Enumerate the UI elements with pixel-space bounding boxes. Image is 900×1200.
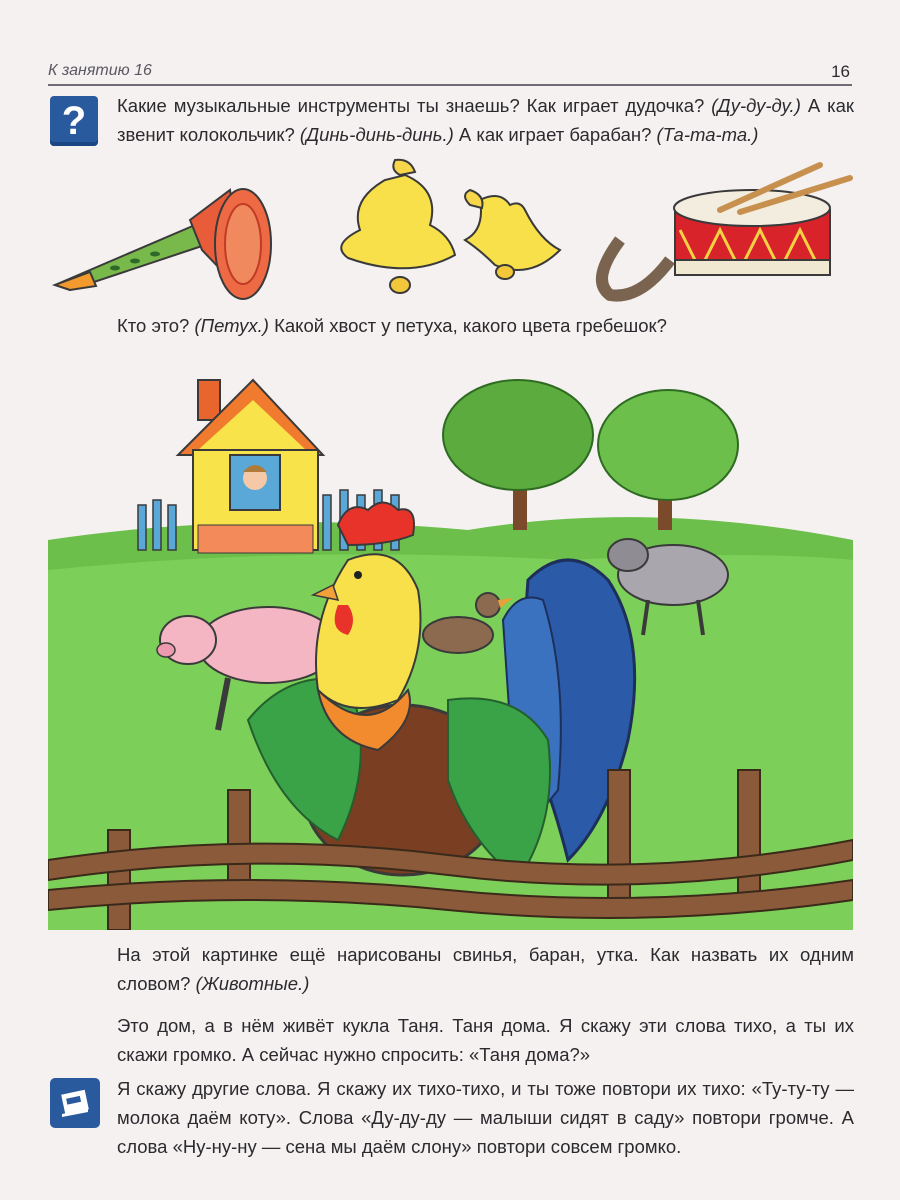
question-text: А как звенит колокольчик? [117,95,854,145]
rhyme-paragraph: Я скажу другие слова. Я скажу их тихо-тихо, и ты тоже повтори их тихо: «Ту-ту-ту — молока даём коту». Слова «Ду-ду-ду — малыши сидят в саду» повтори громче. А слова «Ну-ну-ну — сена мы даём слону» повтори совсем громко. [117,1078,854,1157]
answer-text: (Животные.) [195,973,310,994]
question-text: А как играет барабан? [453,124,657,145]
rooster-question [117,311,667,340]
instruments-illustration [30,150,870,310]
house-paragraph: Это дом, а в нём живёт кукла Таня. Таня дома. Я скажу эти слова тихо, а ты их скажи громко. А сейчас нужно спросить: «Таня дома?» [117,1015,854,1065]
answer-text: (Ду-ду-ду.) [711,95,801,116]
answer-text: (Петух.) [194,315,269,336]
question-text: Какой хвост у петуха, какого цвета гребешок? [268,315,667,336]
question-text: Кто это? [117,315,195,336]
animals-question [117,940,854,998]
answer-text: (Та-та-та.) [656,124,759,145]
bells-icon [341,160,560,293]
instruments-question [117,91,854,149]
book-icon [50,1078,100,1128]
drum-icon [602,165,850,296]
farm-scene-illustration [48,360,853,930]
answer-text: (Динь-динь-динь.) [299,124,454,145]
question-text: На этой картинке ещё нарисованы свинья, баран, утка. Как назвать их одним словом? [117,944,854,994]
pipe-icon [55,189,271,299]
question-mark-icon: ? [50,96,98,146]
page-number: 16 [831,62,850,81]
page-header-title: К занятию 16 [48,62,152,79]
header-divider [48,84,852,86]
question-text: Какие музыкальные инструменты ты знаешь? Как играет дудочка? [117,95,712,116]
